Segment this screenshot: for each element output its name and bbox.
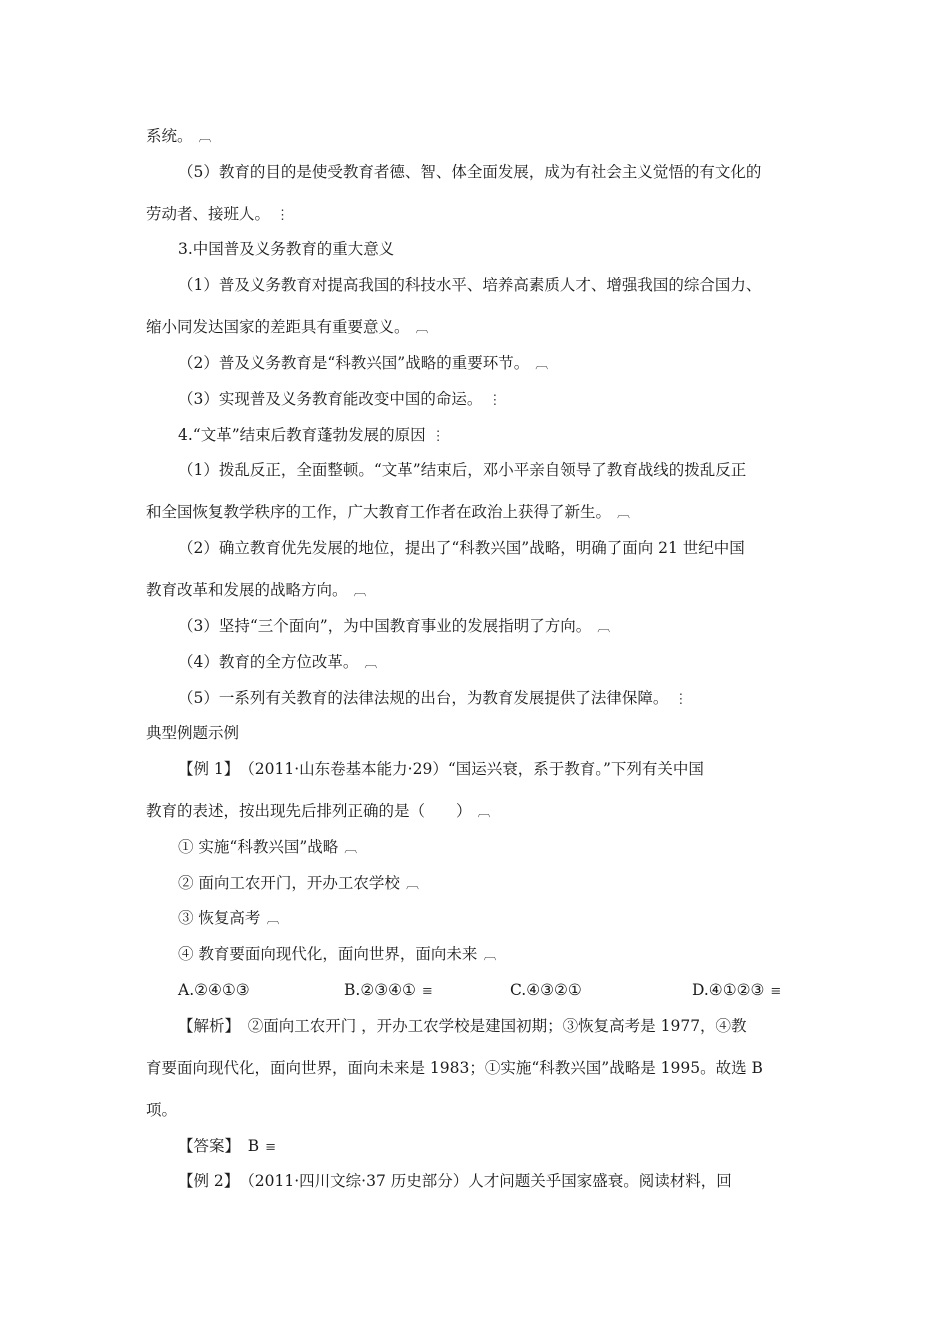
paragraph-mark: ︹ xyxy=(617,506,630,521)
list-item: ② 面向工农开门，开办工农学校 ︹ xyxy=(178,873,418,895)
option-c: C.④③②① xyxy=(510,981,582,999)
text-line: （5）教育的目的是使受教育者德、智、体全面发展，成为有社会主义觉悟的有文化的 xyxy=(178,163,762,181)
paragraph-mark: ⋮ xyxy=(674,692,687,707)
paragraph-mark: ︹ xyxy=(535,357,548,372)
text-line: 育要面向现代化，面向世界，面向未来是 1983；①实施“科教兴国”战略是 1995。故选 B xyxy=(146,1059,763,1077)
list-item: ③ 恢复高考 ︹ xyxy=(178,908,278,930)
text-line: （3）坚持“三个面向”，为中国教育事业的发展指明了方向。 ︹ xyxy=(178,616,609,638)
text-line: 劳动者、接班人。 ⋮ xyxy=(146,204,288,226)
list-item: ④ 教育要面向现代化，面向世界，面向未来 ︹ xyxy=(178,944,495,966)
paragraph-mark: ︹ xyxy=(266,912,279,927)
paragraph-mark: ︹ xyxy=(483,948,496,963)
paragraph-mark: ︹ xyxy=(405,877,418,892)
text-line: （3）实现普及义务教育能改变中国的命运。 ⋮ xyxy=(178,389,500,411)
paragraph-mark: ︹ xyxy=(415,321,428,336)
text-line: （4）教育的全方位改革。 ︹ xyxy=(178,652,376,674)
text-line: （1）普及义务教育对提高我国的科技水平、培养高素质人才、增强我国的综合国力、 xyxy=(178,276,762,294)
paragraph-mark: ︹ xyxy=(597,620,610,635)
text-line: 【例 1】 （2011·山东卷基本能力·29）“国运兴衰，系于教育。”下列有关中国 xyxy=(178,760,704,778)
paragraph-mark: ︹ xyxy=(364,656,377,671)
section-heading: 3.中国普及义务教育的重大意义 xyxy=(178,240,395,258)
text-line: 【答案】 B ≡ xyxy=(178,1136,275,1158)
paragraph-mark: ⋮ xyxy=(488,393,501,408)
text-line: （2）普及义务教育是“科教兴国”战略的重要环节。 ︹ xyxy=(178,353,547,375)
text-line: 【例 2】 （2011·四川文综·37 历史部分）人才问题关乎国家盛衰。阅读材料，回 xyxy=(178,1172,732,1190)
option-d: D.④①②③ ≡ xyxy=(692,980,780,1002)
paragraph-mark: ︹ xyxy=(353,584,366,599)
section-heading: 4.“文革”结束后教育蓬勃发展的原因 ⋮ xyxy=(178,425,444,447)
section-heading: 典型例题示例 xyxy=(146,724,240,742)
text-line: 缩小同发达国家的差距具有重要意义。 ︹ xyxy=(146,317,428,339)
text-line: 教育改革和发展的战略方向。 ︹ xyxy=(146,580,366,602)
paragraph-mark: ⋮ xyxy=(276,208,289,223)
text-line: （2）确立教育优先发展的地位，提出了“科教兴国”战略，明确了面向 21 世纪中国 xyxy=(178,539,745,557)
option-b: B.②③④① ≡ xyxy=(344,980,432,1002)
text-line: （1）拨乱反正，全面整顿。“文革”结束后，邓小平亲自领导了教育战线的拨乱反正 xyxy=(178,461,747,479)
paragraph-mark: ≡ xyxy=(265,1140,276,1155)
text-line: 和全国恢复教学秩序的工作，广大教育工作者在政治上获得了新生。 ︹ xyxy=(146,502,629,524)
paragraph-mark: ≡ xyxy=(770,984,781,999)
text-line: （5）一系列有关教育的法律法规的出台，为教育发展提供了法律保障。 ⋮ xyxy=(178,688,686,710)
paragraph-mark: ︹ xyxy=(477,805,490,820)
paragraph-mark: ≡ xyxy=(421,984,432,999)
paragraph-mark: ⋮ xyxy=(431,429,444,444)
text-line: 教育的表述，按出现先后排列正确的是（ ） ︹ xyxy=(146,801,490,823)
text-line: 系统。 ︹ xyxy=(146,126,211,148)
text-line: 项。 xyxy=(146,1101,178,1119)
paragraph-mark: ︹ xyxy=(344,841,357,856)
text-line: 【解析】 ②面向工农开门 ，开办工农学校是建国初期；③恢复高考是 1977，④教 xyxy=(178,1017,747,1035)
option-a: A.②④①③ xyxy=(178,981,250,999)
list-item: ① 实施“科教兴国”战略 ︹ xyxy=(178,837,356,859)
paragraph-mark: ︹ xyxy=(198,130,211,145)
